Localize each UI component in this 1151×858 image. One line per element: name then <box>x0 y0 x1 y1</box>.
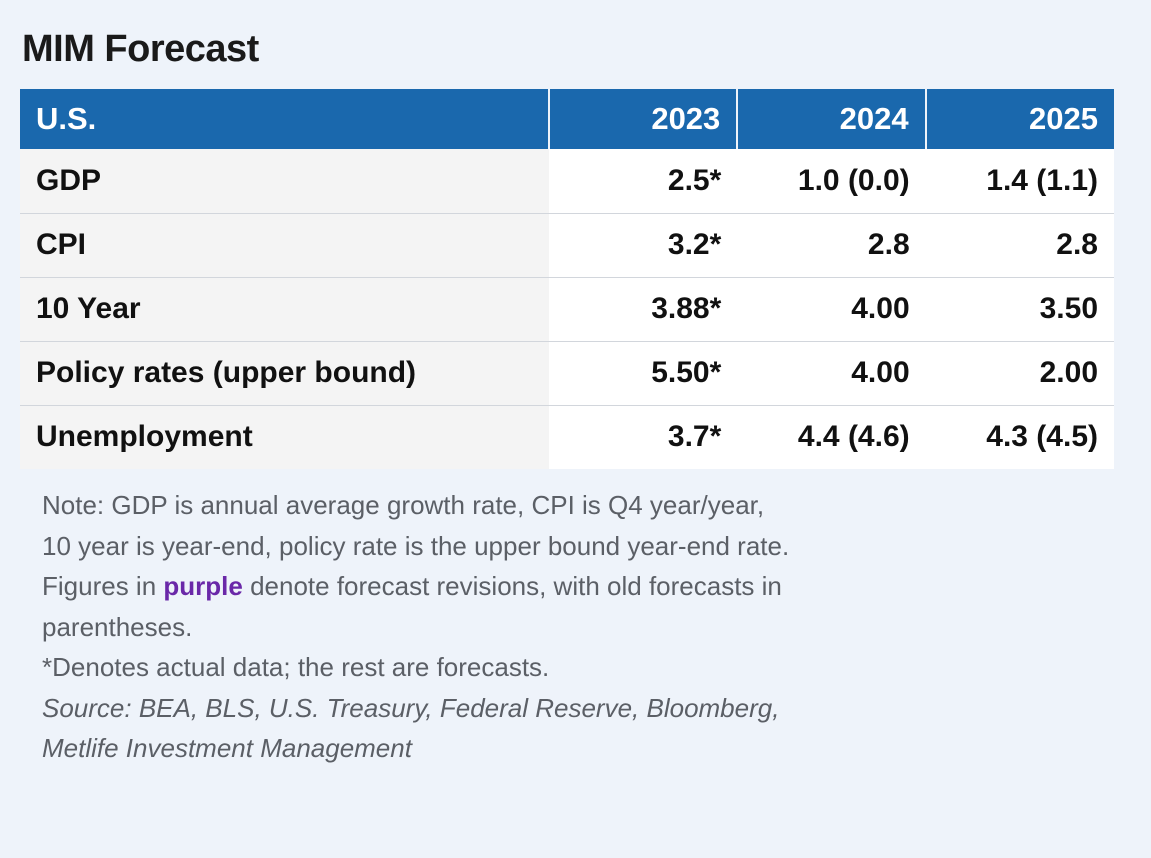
column-header-2024: 2024 <box>737 89 925 149</box>
note-line-4: parentheses. <box>42 611 193 642</box>
cell-10-year-2024: 4.00 <box>737 277 925 341</box>
note-source-line-1: Source: BEA, BLS, U.S. Treasury, Federal Reserve, Bloomberg, <box>42 692 780 723</box>
cell-policy-rates-2025: 2.00 <box>926 341 1114 405</box>
cell-cpi-2025: 2.8 <box>926 213 1114 277</box>
table-row <box>20 405 1114 469</box>
note-line-1: Note: GDP is annual average growth rate, CPI is Q4 year/year, <box>42 490 765 520</box>
table-header <box>20 89 1114 149</box>
cell-policy-rates-2024: 4.00 <box>737 341 925 405</box>
note-line-3-pre: Figures in <box>42 571 164 602</box>
cell-10-year-2023: 3.88* <box>549 277 737 341</box>
table-body <box>20 149 1114 469</box>
cell-unemployment-2024: 4.4 (4.6) <box>737 405 925 469</box>
forecast-table <box>20 89 1114 469</box>
row-label-gdp: GDP <box>20 149 549 213</box>
row-label-unemployment: Unemployment <box>20 405 549 469</box>
cell-unemployment-2023: 3.7* <box>549 405 737 469</box>
cell-cpi-2024: 2.8 <box>737 213 925 277</box>
column-header-2023: 2023 <box>549 89 737 149</box>
note-source-line-2: Metlife Investment Management <box>42 733 412 764</box>
note-purple-keyword: purple <box>163 571 243 602</box>
table-header-row <box>20 89 1114 149</box>
note-line-asterisk: *Denotes actual data; the rest are forecasts. <box>42 652 550 683</box>
note-line-2: 10 year is year-end, policy rate is the upper bound year-end rate. <box>42 530 790 561</box>
table-row <box>20 149 1114 213</box>
cell-gdp-2025: 1.4 (1.1) <box>926 149 1114 213</box>
table-row <box>20 341 1114 405</box>
cell-gdp-2023: 2.5* <box>549 149 737 213</box>
row-label-policy-rates: Policy rates (upper bound) <box>20 341 549 405</box>
table-row <box>20 277 1114 341</box>
column-header-2025: 2025 <box>926 89 1114 149</box>
table-row <box>20 213 1114 277</box>
page-title: MIM Forecast <box>22 28 259 70</box>
cell-unemployment-2025: 4.3 (4.5) <box>926 405 1114 469</box>
note-line-3 <box>42 566 1113 607</box>
cell-cpi-2023: 3.2* <box>549 213 737 277</box>
cell-policy-rates-2023: 5.50* <box>549 341 737 405</box>
row-label-cpi: CPI <box>20 213 549 277</box>
row-label-10-year: 10 Year <box>20 277 549 341</box>
note-line-3-post: denote forecast revisions, with old forecasts in <box>242 571 782 602</box>
column-header-region: U.S. <box>20 89 549 149</box>
table-notes <box>42 485 1113 769</box>
cell-gdp-2024: 1.0 (0.0) <box>737 149 925 213</box>
cell-10-year-2025: 3.50 <box>926 277 1114 341</box>
